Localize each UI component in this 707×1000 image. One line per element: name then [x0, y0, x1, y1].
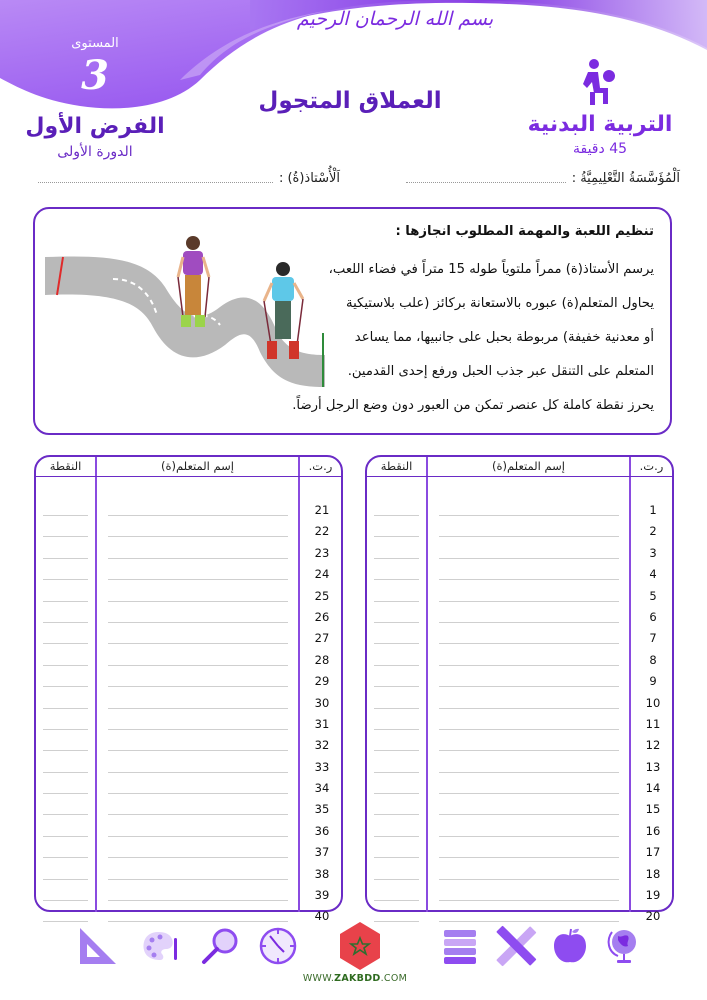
table-row	[36, 501, 341, 522]
table-body	[36, 477, 341, 924]
row-number: 28	[314, 652, 330, 667]
student-name-input-line[interactable]	[439, 879, 619, 880]
score-input-line[interactable]	[43, 750, 88, 751]
table-rows	[367, 501, 672, 929]
score-input-line[interactable]	[374, 750, 419, 751]
student-name-input-line[interactable]	[439, 729, 619, 730]
row-number: 7	[649, 631, 657, 646]
table-row	[36, 565, 341, 586]
school-label: اَلْمُؤَسَّسَةُ التَّعْلِيمِيَّةُ :	[571, 170, 680, 186]
student-name-input-line[interactable]	[108, 793, 288, 794]
task-instructions	[294, 221, 654, 423]
column-score-header: النقطة	[36, 457, 97, 476]
table-row	[36, 715, 341, 736]
row-number: 17	[645, 845, 661, 860]
student-name-input-line[interactable]	[439, 622, 619, 623]
student-name-input-line[interactable]	[439, 836, 619, 837]
students-table-21-40	[34, 455, 343, 924]
table-row	[36, 587, 341, 608]
score-input-line[interactable]	[43, 879, 88, 880]
student-name-input-line[interactable]	[108, 750, 288, 751]
score-input-line[interactable]	[374, 515, 419, 516]
table-header	[367, 457, 672, 477]
table-row	[36, 522, 341, 543]
row-number: 26	[314, 609, 330, 624]
magnifier-icon	[200, 926, 240, 966]
stilts-game-illustration	[45, 237, 325, 387]
student-name-input-line[interactable]	[108, 622, 288, 623]
score-input-line[interactable]	[43, 836, 88, 837]
set-square-icon	[78, 926, 118, 966]
apple-icon	[550, 926, 590, 966]
row-number: 16	[645, 823, 661, 838]
student-name-input-line[interactable]	[108, 814, 288, 815]
footer-icons	[70, 920, 650, 970]
subject-title: التربية البدنية	[527, 112, 673, 137]
student-name-input-line[interactable]	[439, 601, 619, 602]
books-stack-icon	[440, 926, 480, 966]
table-header	[36, 457, 341, 477]
exam-title: الفرض الأول	[25, 114, 165, 139]
exam-session: الدورة الأولى	[57, 144, 133, 160]
table-row	[367, 694, 672, 715]
score-input-line[interactable]	[374, 793, 419, 794]
task-line: أو معدنية خفيفة) مربوطة بحبل على جانبيها، مما يساعد	[354, 330, 654, 345]
table-row	[36, 629, 341, 650]
student-name-input-line[interactable]	[108, 708, 288, 709]
table-row	[36, 608, 341, 629]
table-row	[367, 587, 672, 608]
school-input-line[interactable]	[406, 182, 566, 183]
student-name-input-line[interactable]	[439, 665, 619, 666]
table-row	[367, 822, 672, 843]
table-row	[367, 865, 672, 886]
row-number: 2	[649, 524, 657, 539]
score-input-line[interactable]	[43, 665, 88, 666]
table-row	[367, 736, 672, 757]
score-input-line[interactable]	[43, 772, 88, 773]
table-row	[367, 886, 672, 907]
row-number: 3	[649, 545, 657, 560]
score-input-line[interactable]	[43, 793, 88, 794]
score-input-line[interactable]	[374, 900, 419, 901]
row-number: 5	[649, 588, 657, 603]
student-name-input-line[interactable]	[108, 857, 288, 858]
score-input-line[interactable]	[43, 601, 88, 602]
students-table-1-20	[365, 455, 674, 924]
column-score-header: النقطة	[367, 457, 428, 476]
globe-icon	[604, 926, 644, 966]
student-name-input-line[interactable]	[108, 558, 288, 559]
row-number: 32	[314, 738, 330, 753]
table-row	[367, 758, 672, 779]
row-number: 31	[314, 716, 330, 731]
score-input-line[interactable]	[374, 601, 419, 602]
row-number: 14	[645, 781, 661, 796]
teacher-field[interactable]	[30, 168, 340, 188]
row-number: 25	[314, 588, 330, 603]
score-input-line[interactable]	[374, 857, 419, 858]
score-input-line[interactable]	[43, 900, 88, 901]
table-row	[36, 694, 341, 715]
table-row	[36, 865, 341, 886]
student-name-input-line[interactable]	[108, 686, 288, 687]
student-name-input-line[interactable]	[439, 686, 619, 687]
row-number: 30	[314, 695, 330, 710]
row-number: 15	[645, 802, 661, 817]
score-input-line[interactable]	[374, 686, 419, 687]
score-input-line[interactable]	[374, 814, 419, 815]
student-name-input-line[interactable]	[439, 708, 619, 709]
table-row	[367, 800, 672, 821]
table-row	[367, 672, 672, 693]
student-name-input-line[interactable]	[439, 579, 619, 580]
table-row	[367, 544, 672, 565]
score-input-line[interactable]	[43, 708, 88, 709]
row-number: 9	[649, 674, 657, 689]
student-name-input-line[interactable]	[439, 558, 619, 559]
task-line: يحاول المتعلم(ة) عبوره بالاستعانة بركائز (علب بلاستيكية	[346, 296, 654, 311]
level-number: 3	[81, 52, 109, 99]
student-name-input-line[interactable]	[439, 793, 619, 794]
row-number: 33	[314, 759, 330, 774]
score-input-line[interactable]	[43, 515, 88, 516]
student-name-input-line[interactable]	[108, 536, 288, 537]
row-number: 19	[645, 888, 661, 903]
paint-palette-icon	[140, 926, 180, 966]
table-row	[367, 629, 672, 650]
score-input-line[interactable]	[43, 814, 88, 815]
student-name-input-line[interactable]	[108, 515, 288, 516]
table-body	[367, 477, 672, 924]
row-number: 6	[649, 609, 657, 624]
athlete-kick-ball-icon	[578, 58, 618, 106]
table-row	[367, 608, 672, 629]
row-number: 11	[645, 716, 661, 731]
table-row	[36, 758, 341, 779]
teacher-label: اَلْأُسْتاذ(ةُ) :	[278, 170, 340, 186]
site-prefix: WWW.	[302, 973, 335, 984]
morocco-flag-hexagon-icon	[338, 920, 382, 972]
table-row	[36, 672, 341, 693]
row-number: 36	[314, 823, 330, 838]
teacher-input-line[interactable]	[38, 182, 273, 183]
row-number: 37	[314, 845, 330, 860]
student-name-input-line[interactable]	[108, 836, 288, 837]
row-number: 22	[314, 524, 330, 539]
table-row	[367, 565, 672, 586]
column-name-header: إسم المتعلم(ة)	[97, 457, 300, 476]
table-row	[367, 651, 672, 672]
score-input-line[interactable]	[374, 536, 419, 537]
student-name-input-line[interactable]	[439, 814, 619, 815]
exam-duration: 45 دقيقة	[572, 141, 628, 157]
table-row	[367, 522, 672, 543]
school-field[interactable]	[360, 168, 680, 188]
task-description-box	[33, 207, 672, 435]
row-number: 40	[314, 909, 330, 924]
row-number: 23	[314, 545, 330, 560]
table-row	[36, 800, 341, 821]
score-input-line[interactable]	[374, 622, 419, 623]
row-number: 20	[645, 909, 661, 924]
table-row	[36, 886, 341, 907]
table-row	[367, 501, 672, 522]
student-name-input-line[interactable]	[108, 879, 288, 880]
row-number: 35	[314, 802, 330, 817]
score-input-line[interactable]	[374, 643, 419, 644]
row-number: 29	[314, 674, 330, 689]
basmala: بسم الله الرحمان الرحيم	[296, 8, 494, 30]
student-name-input-line[interactable]	[108, 900, 288, 901]
score-input-line[interactable]	[43, 622, 88, 623]
student-name-input-line[interactable]	[108, 772, 288, 773]
student-name-input-line[interactable]	[439, 536, 619, 537]
table-row	[36, 651, 341, 672]
row-number: 34	[314, 781, 330, 796]
task-heading: تنظيم اللعبة والمهمة المطلوب انجازها :	[395, 224, 654, 239]
row-number: 12	[645, 738, 661, 753]
row-number: 1	[649, 503, 657, 517]
score-input-line[interactable]	[43, 643, 88, 644]
student-name-input-line[interactable]	[439, 643, 619, 644]
table-row	[36, 843, 341, 864]
table-row	[36, 822, 341, 843]
row-number: 39	[314, 888, 330, 903]
table-row	[367, 715, 672, 736]
score-input-line[interactable]	[43, 686, 88, 687]
score-input-line[interactable]	[43, 536, 88, 537]
student-name-input-line[interactable]	[108, 665, 288, 666]
table-row	[36, 779, 341, 800]
score-input-line[interactable]	[374, 879, 419, 880]
table-rows	[36, 501, 341, 929]
student-name-input-line[interactable]	[439, 515, 619, 516]
score-input-line[interactable]	[43, 579, 88, 580]
website-link[interactable]	[250, 973, 460, 984]
site-suffix: .COM	[380, 973, 408, 984]
score-input-line[interactable]	[374, 836, 419, 837]
score-input-line[interactable]	[374, 579, 419, 580]
student-name-input-line[interactable]	[108, 579, 288, 580]
level-label: المستوى	[71, 36, 119, 51]
table-row	[367, 779, 672, 800]
row-number: 24	[314, 567, 330, 582]
pencil-ruler-icon	[496, 926, 536, 966]
clock-icon	[258, 926, 298, 966]
student-name-input-line[interactable]	[439, 750, 619, 751]
row-number: 21	[314, 503, 330, 517]
score-input-line[interactable]	[43, 857, 88, 858]
row-number: 13	[645, 759, 661, 774]
score-input-line[interactable]	[374, 665, 419, 666]
student-name-input-line[interactable]	[439, 900, 619, 901]
column-name-header: إسم المتعلم(ة)	[428, 457, 631, 476]
row-number: 10	[645, 695, 661, 710]
site-name: ZAKBDD	[334, 973, 381, 984]
score-input-line[interactable]	[374, 558, 419, 559]
task-line: يحرز نقطة كاملة كل عنصر تمكن من العبور دون وضع الرجل أرضاً.	[292, 398, 654, 413]
student-name-input-line[interactable]	[108, 601, 288, 602]
task-line: يرسم الأستاذ(ة) ممراً ملتوياً طوله 15 متراً في فضاء اللعب،	[328, 262, 654, 277]
row-number: 27	[314, 631, 330, 646]
table-row	[367, 843, 672, 864]
lesson-title: العملاق المتجول	[258, 88, 442, 114]
student-name-input-line[interactable]	[108, 643, 288, 644]
row-number: 8	[649, 652, 657, 667]
row-number: 18	[645, 866, 661, 881]
table-row	[36, 736, 341, 757]
score-input-line[interactable]	[374, 729, 419, 730]
row-number: 38	[314, 866, 330, 881]
row-number: 4	[649, 567, 657, 582]
student-name-input-line[interactable]	[439, 857, 619, 858]
score-input-line[interactable]	[374, 708, 419, 709]
task-line: المتعلم على التنقل عبر جذب الحبل ورفع إحدى القدمين.	[347, 364, 654, 379]
student-name-input-line[interactable]	[439, 772, 619, 773]
score-input-line[interactable]	[43, 729, 88, 730]
score-input-line[interactable]	[43, 558, 88, 559]
column-number-header: ر.ت.	[639, 459, 664, 473]
table-row	[36, 544, 341, 565]
column-number-header: ر.ت.	[308, 459, 333, 473]
student-name-input-line[interactable]	[108, 729, 288, 730]
score-input-line[interactable]	[374, 772, 419, 773]
